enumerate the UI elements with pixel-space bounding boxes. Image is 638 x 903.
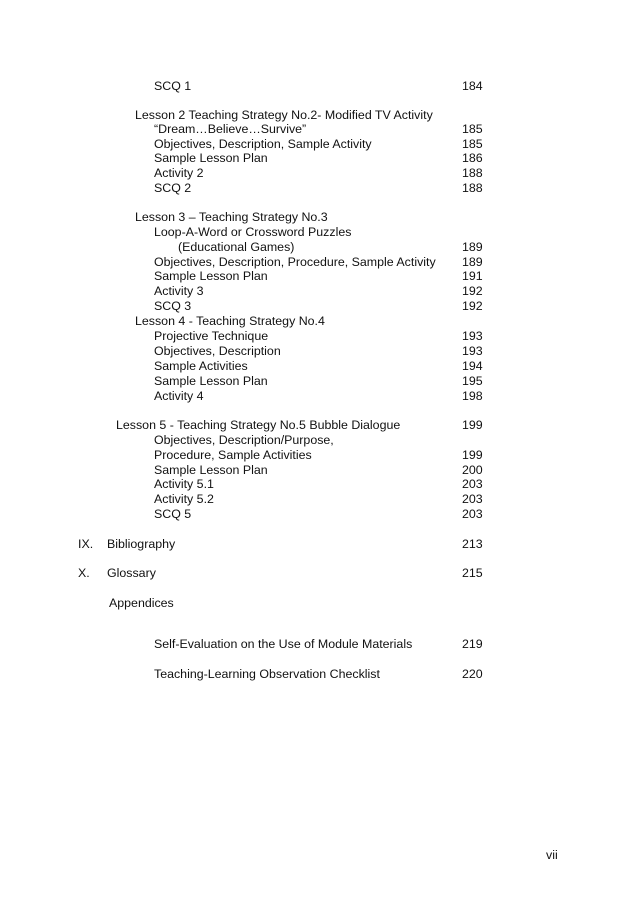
lesson-3-sub-subtitle: (Educational Games): [178, 240, 295, 254]
lesson-3-title: Lesson 3 – Teaching Strategy No.3: [135, 210, 328, 224]
toc-entry-page: 213: [462, 537, 483, 551]
toc-entry-label: Objectives, Description, Sample Activity: [154, 137, 372, 151]
toc-entry-label: Objectives, Description/Purpose,: [154, 433, 334, 447]
toc-entry-page: 220: [462, 667, 483, 681]
section-numeral: IX.: [78, 537, 94, 551]
toc-entry-label: Sample Lesson Plan: [154, 374, 268, 388]
toc-entry-page: 199: [462, 448, 483, 462]
toc-entry-page: 192: [462, 284, 483, 298]
toc-entry-label: Sample Activities: [154, 359, 248, 373]
toc-entry-label: SCQ 1: [154, 79, 192, 93]
toc-entry-label: Procedure, Sample Activities: [154, 448, 312, 462]
toc-entry-label: Self-Evaluation on the Use of Module Materials: [154, 637, 413, 651]
toc-entry-page: 194: [462, 359, 483, 373]
appendices-label: Appendices: [109, 596, 174, 610]
toc-entry-page: 185: [462, 122, 483, 136]
toc-entry-label: Sample Lesson Plan: [154, 463, 268, 477]
lesson-2-title: Lesson 2 Teaching Strategy No.2- Modified TV Activity: [135, 108, 433, 122]
toc-entry-label: Activity 3: [154, 284, 204, 298]
lesson-4-title: Lesson 4 - Teaching Strategy No.4: [135, 314, 325, 328]
toc-entry-page: 198: [462, 389, 483, 403]
toc-entry-page: 195: [462, 374, 483, 388]
toc-entry-page: 189: [462, 255, 483, 269]
toc-entry-page: 191: [462, 269, 483, 283]
toc-entry-page: 185: [462, 137, 483, 151]
toc-entry-page: 193: [462, 329, 483, 343]
toc-entry-page: 184: [462, 79, 483, 93]
toc-entry-page: 188: [462, 181, 483, 195]
toc-entry-page: 193: [462, 344, 483, 358]
toc-entry-page: 215: [462, 566, 483, 580]
toc-entry-label: Activity 5.1: [154, 477, 214, 491]
toc-entry-label: SCQ 2: [154, 181, 192, 195]
bibliography-label: Bibliography: [107, 537, 176, 551]
glossary-label: Glossary: [107, 566, 156, 580]
toc-entry-page: 189: [462, 240, 483, 254]
toc-entry-page: 192: [462, 299, 483, 313]
toc-entry-page: 188: [462, 166, 483, 180]
toc-entry-page: 199: [462, 418, 483, 432]
toc-entry-label: Activity 2: [154, 166, 204, 180]
toc-entry-page: 186: [462, 151, 483, 165]
toc-entry-page: 219: [462, 637, 483, 651]
toc-entry-label: Sample Lesson Plan: [154, 269, 268, 283]
toc-entry-label: Activity 4: [154, 389, 204, 403]
page-number: vii: [546, 848, 558, 862]
lesson-2-subtitle: “Dream…Believe…Survive”: [154, 122, 307, 136]
section-numeral: X.: [78, 566, 90, 580]
toc-entry-label: Objectives, Description, Procedure, Sample Activity: [154, 255, 436, 269]
toc-entry-page: 203: [462, 492, 483, 506]
toc-entry-label: SCQ 3: [154, 299, 192, 313]
toc-entry-page: 203: [462, 507, 483, 521]
toc-entry-label: Activity 5.2: [154, 492, 214, 506]
toc-entry-page: 203: [462, 477, 483, 491]
toc-entry-label: SCQ 5: [154, 507, 192, 521]
toc-entry-label: Sample Lesson Plan: [154, 151, 268, 165]
toc-entry-label: Teaching-Learning Observation Checklist: [154, 667, 380, 681]
lesson-5-title: Lesson 5 - Teaching Strategy No.5 Bubble Dialogue: [116, 418, 401, 432]
toc-entry-label: Projective Technique: [154, 329, 269, 343]
lesson-3-subtitle: Loop-A-Word or Crossword Puzzles: [154, 225, 352, 239]
toc-entry-label: Objectives, Description: [154, 344, 281, 358]
toc-entry-page: 200: [462, 463, 483, 477]
